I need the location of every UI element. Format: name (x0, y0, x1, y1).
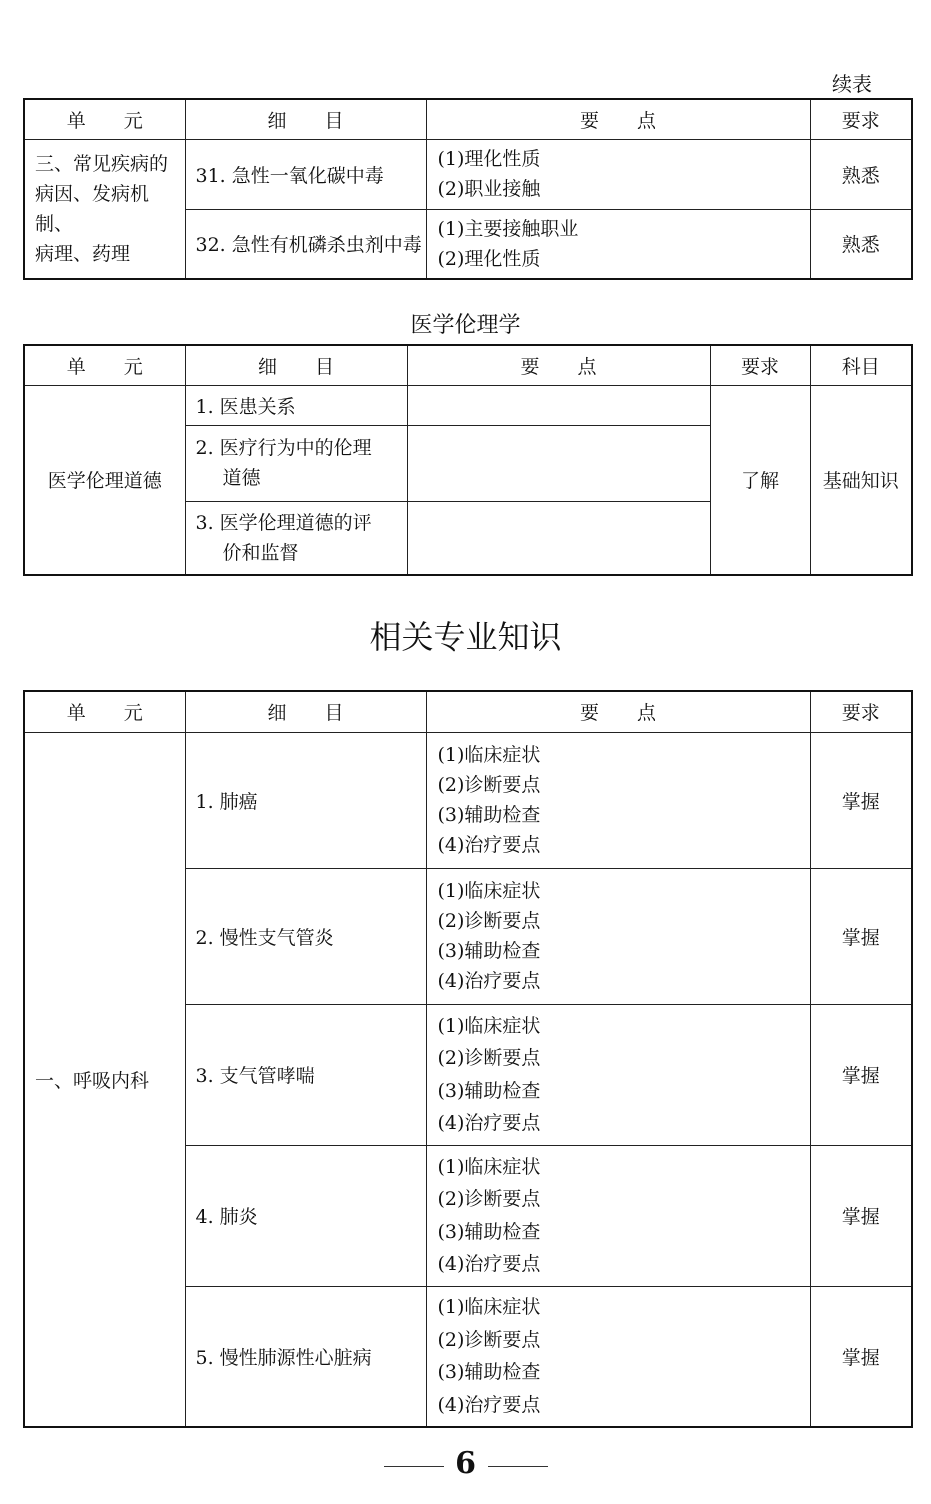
header-requirement: 要求 (810, 99, 912, 139)
point-line: (4)治疗要点 (437, 834, 541, 856)
point-line: (2)诊断要点 (437, 1188, 541, 1210)
item-cell: 2. 慢性支气管炎 (185, 868, 426, 1004)
point-line: (3)辅助检查 (437, 804, 541, 826)
points-cell (426, 1286, 810, 1427)
continued-label: 续表 (832, 72, 872, 96)
item-cell: 3. 支气管哮喘 (185, 1004, 426, 1145)
unit-cell (24, 139, 185, 279)
point-line: (3)辅助检查 (437, 1220, 541, 1243)
unit-cell: 医学伦理道德 (24, 385, 185, 575)
point-line: (1)临床症状 (437, 1296, 541, 1319)
item-cell: 31. 急性一氧化碳中毒 (185, 139, 426, 209)
point-line: (2)理化性质 (437, 247, 541, 270)
points-cell (426, 1145, 810, 1286)
requirement-cell: 掌握 (810, 868, 912, 1004)
points-cell (426, 732, 810, 868)
header-requirement: 要求 (810, 691, 912, 732)
item-line: 价和监督 (222, 541, 299, 564)
points-cell (426, 209, 810, 279)
point-line: (2)诊断要点 (437, 1328, 541, 1351)
point-line: (2)诊断要点 (437, 910, 541, 932)
item-cell: 32. 急性有机磷杀虫剂中毒 (185, 209, 426, 279)
requirement-cell: 掌握 (810, 1286, 912, 1427)
header-unit: 单 元 (24, 691, 185, 732)
unit-line: 病理、药理 (35, 242, 131, 265)
item-line: 2. 医疗行为中的伦理 (195, 437, 372, 459)
item-cell (185, 501, 407, 575)
point-line: (1)主要接触职业 (437, 217, 579, 240)
item-line: 道德 (222, 467, 261, 489)
item-cell: 4. 肺炎 (185, 1145, 426, 1286)
item-cell: 5. 慢性肺源性心脏病 (185, 1286, 426, 1427)
unit-line: 病因、发病机制、 (35, 182, 150, 235)
ethics-title: 医学伦理学 (410, 313, 521, 338)
points-cell (426, 1004, 810, 1145)
points-cell (407, 425, 710, 501)
point-line: (1)临床症状 (437, 744, 541, 766)
point-line: (1)临床症状 (437, 880, 541, 902)
point-line: (4)治疗要点 (437, 1393, 541, 1416)
page-number: 6 (455, 1446, 476, 1481)
item-cell (185, 425, 407, 501)
header-points: 要 点 (426, 99, 810, 139)
requirement-cell: 了解 (710, 385, 810, 575)
requirement-cell: 掌握 (810, 732, 912, 868)
header-item: 细 目 (185, 691, 426, 732)
table-respiratory (23, 690, 913, 1428)
item-cell (185, 385, 407, 425)
header-points: 要 点 (426, 691, 810, 732)
header-requirement: 要求 (710, 345, 810, 385)
points-cell (426, 139, 810, 209)
item-line: 3. 医学伦理道德的评 (195, 511, 372, 534)
footer-rule-right (488, 1466, 548, 1467)
requirement-cell: 掌握 (810, 1004, 912, 1145)
points-cell (407, 385, 710, 425)
point-line: (1)临床症状 (437, 1155, 541, 1178)
point-line: (2)职业接触 (437, 178, 541, 200)
point-line: (4)治疗要点 (437, 1112, 541, 1134)
unit-line: 三、常见疾病的 (35, 152, 169, 175)
header-subject: 科目 (810, 345, 912, 385)
header-item: 细 目 (185, 345, 407, 385)
point-line: (4)治疗要点 (437, 1253, 541, 1275)
requirement-cell: 熟悉 (810, 209, 912, 279)
unit-cell: 一、呼吸内科 (24, 732, 185, 1427)
header-unit: 单 元 (24, 99, 185, 139)
point-line: (4)治疗要点 (437, 970, 541, 992)
points-cell (426, 868, 810, 1004)
table-ethics (23, 344, 913, 576)
item-cell: 1. 肺癌 (185, 732, 426, 868)
point-line: (1)理化性质 (437, 148, 541, 170)
subject-cell: 基础知识 (810, 385, 912, 575)
section-title: 相关专业知识 (369, 618, 562, 656)
point-line: (2)诊断要点 (437, 774, 541, 796)
point-line: (2)诊断要点 (437, 1047, 541, 1069)
item-line: 1. 医患关系 (195, 395, 296, 418)
header-item: 细 目 (185, 99, 426, 139)
point-line: (1)临床症状 (437, 1014, 541, 1037)
header-unit: 单 元 (24, 345, 185, 385)
requirement-cell: 掌握 (810, 1145, 912, 1286)
point-line: (3)辅助检查 (437, 1361, 541, 1384)
points-cell (407, 501, 710, 575)
point-line: (3)辅助检查 (437, 940, 541, 962)
requirement-cell: 熟悉 (810, 139, 912, 209)
point-line: (3)辅助检查 (437, 1079, 541, 1102)
header-points: 要 点 (407, 345, 710, 385)
table-continued (23, 98, 913, 280)
